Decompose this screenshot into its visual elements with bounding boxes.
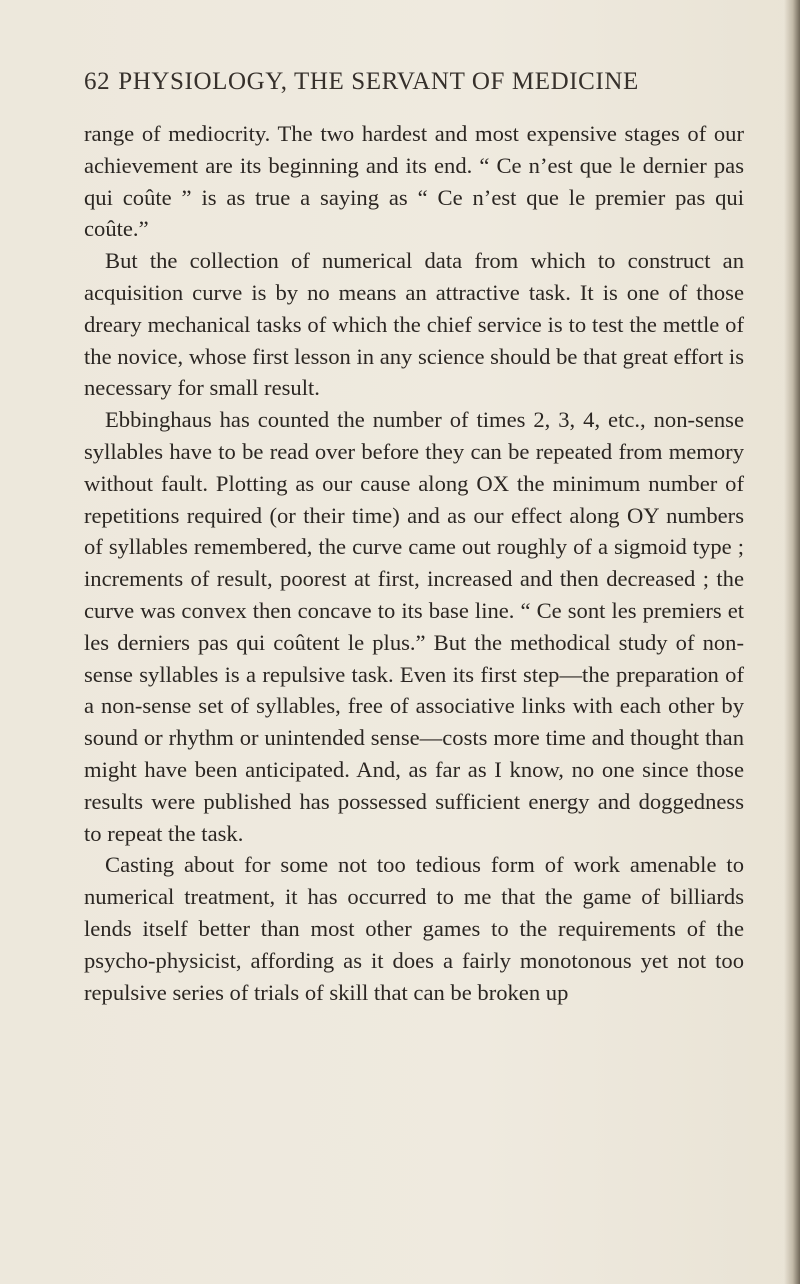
running-title: PHYSIOLOGY, THE SERVANT OF MEDICINE xyxy=(118,68,639,95)
page-number: 62 xyxy=(84,68,111,95)
paragraph-4: Casting about for some not too tedious form of work amenable to numerical treatment, it has occurred to me that the game of billiards lends itself better than most other games to the requirements of the psycho-physicist, affording as it does a fairly monotonous yet not too repulsive series of trials of skill that can be broken up xyxy=(84,852,744,1005)
running-head xyxy=(84,68,744,108)
body-text xyxy=(84,118,744,1008)
page-edge-shadow xyxy=(784,0,800,1284)
paragraph-2: But the collection of numerical data from which to construct an acquisition curve is by no means an attractive task. It is one of those dreary mechanical tasks of which the chief service is to test the mettle of the novice, whose first lesson in any science should be that great effort is necessary for small result. xyxy=(84,248,744,401)
paragraph-1: range of mediocrity. The two hardest and most expensive stages of our achievement are its beginning and its end. “ Ce n’est que le dernier pas qui coûte ” is as true a saying as “ Ce n’est que le premier pas qui coûte.” xyxy=(84,121,744,242)
paragraph-3: Ebbinghaus has counted the number of times 2, 3, 4, etc., non-sense syllables have to be read over before they can be repeated from memory without fault. Plotting as our cause along OX the minimum number of repetitions required (or their time) and as our effect along OY numbers of syllables remembered, the curve came out roughly of a sigmoid type ; increments of result, poorest at first, increased and then decreased ; the curve was convex then concave to its base line. “ Ce sont les premiers et les derniers pas qui coûtent le plus.” But the methodical study of non-sense syllables is a repulsive task. Even its first step—the preparation of a non-sense set of syllables, free of associative links with each other by sound or rhythm or unintended sense—costs more time and thought than might have been anticipated. And, as far as I know, no one since those results were published has possessed sufficient energy and doggedness to repeat the task. xyxy=(84,407,744,846)
